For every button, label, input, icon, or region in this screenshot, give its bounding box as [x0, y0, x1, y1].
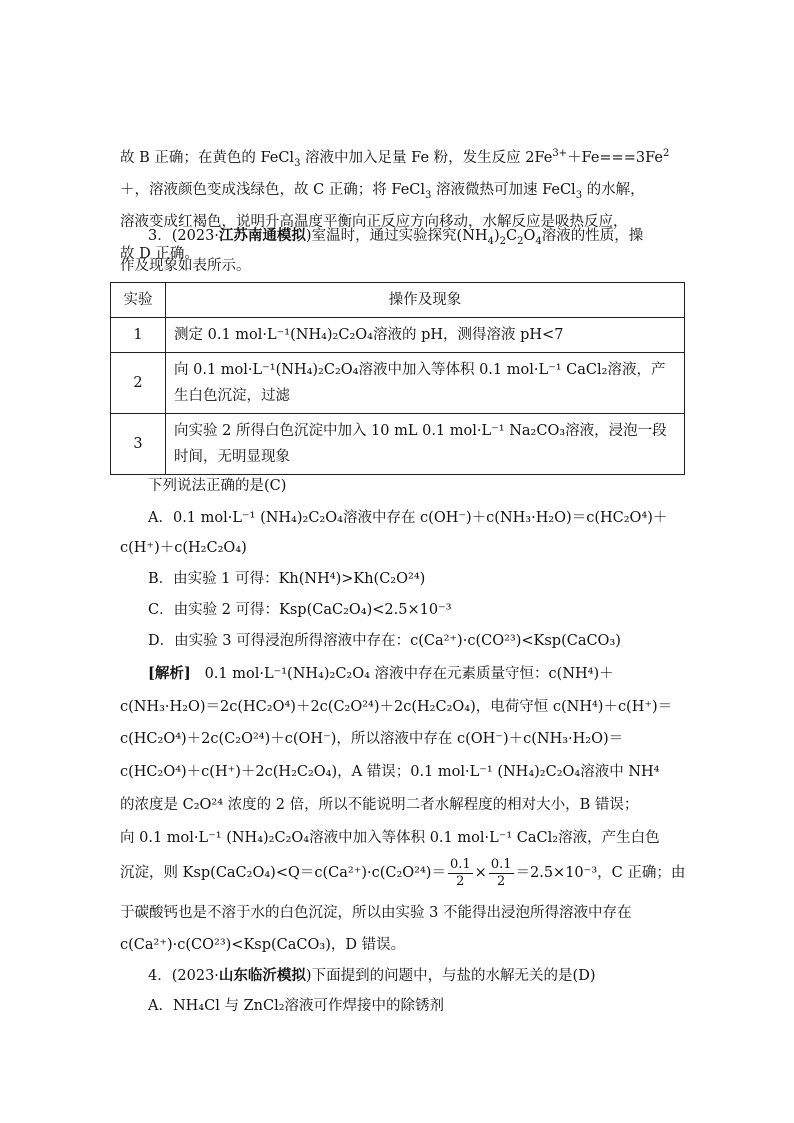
- table-row: [111, 414, 685, 475]
- q3-ask: 下列说法正确的是(C): [148, 478, 287, 494]
- q4-option-a: A．NH₄Cl 与 ZnCl₂溶液可作焊接中的除锈剂: [148, 998, 445, 1014]
- intro-line-1: 故 B 正确；在黄色的 FeCl$_3$ 溶液中加入足量 Fe 粉，发生反应 $2Fe^{3+}+Fe===3Fe^2$: [120, 148, 670, 169]
- table-header-operation: 操作及现象: [166, 283, 685, 318]
- table-cell-num: 2: [111, 353, 166, 414]
- table-cell-op: 向实验 2 所得白色沉淀中加入 10 mL 0.1 mol·L⁻¹ Na₂CO₃溶液，浸泡一段 时间，无明显现象: [166, 414, 685, 475]
- analysis-line-9: c(Ca²⁺)·c(CO²³)<Ksp(CaCO₃)，D 错误。: [120, 937, 406, 953]
- analysis-tag: [解析]: [148, 665, 191, 682]
- table-header-row: [111, 283, 685, 318]
- q3-option-d: D．由实验 3 可得浸泡所得溶液中存在：c(Ca²⁺)·c(CO²³)<Ksp(CaCO₃): [148, 633, 621, 649]
- q4-stem: 4．(2023·山东临沂模拟)下面提到的问题中，与盐的水解无关的是(D): [148, 967, 596, 984]
- table-row: [111, 318, 685, 353]
- q3-stem-line: 3．(2023·江苏南通模拟)室温时，通过实验探究$(NH_4)_2C_2O_4$溶液的性质，操: [148, 227, 644, 247]
- intro-line-4: 故 D 正确。: [120, 246, 199, 262]
- fraction-2: $\frac{0.1}{2}$: [490, 856, 512, 889]
- experiment-table: [110, 282, 685, 475]
- table-header-experiment: 实验: [111, 283, 166, 318]
- analysis-line-3: c(HC₂O⁴)＋2c(C₂O²⁴)＋c(OH⁻)，所以溶液中存在 c(OH⁻)＋c(NH₃·H₂O)＝: [120, 731, 624, 747]
- q3-option-b: B．由实验 1 可得：Kh(NH⁴)>Kh(C₂O²⁴): [148, 571, 426, 587]
- q3-option-c: C．由实验 2 可得：Ksp(CaC₂O₄)<2.5×10⁻³: [148, 602, 452, 618]
- q3-option-a-line-2: c(H⁺)＋c(H₂C₂O₄): [120, 540, 247, 556]
- q4-source: 山东临沂模拟: [218, 967, 306, 984]
- intro-line-2: ＋，溶液颜色变成浅绿色，故 C 正确；将 FeCl$_3$ 溶液微热可加速 FeCl$_3$ 的水解，: [120, 182, 645, 201]
- table-cell-op: 向 0.1 mol·L⁻¹(NH₄)₂C₂O₄溶液中加入等体积 0.1 mol·L⁻¹ CaCl₂溶液，产 生白色沉淀，过滤: [166, 353, 685, 414]
- table-row: [111, 353, 685, 414]
- analysis-line-1: [解析] 0.1 mol·L⁻¹(NH₄)₂C₂O₄ 溶液中存在元素质量守恒：c(NH⁴)＋: [148, 665, 614, 682]
- q3-source: 江苏南通模拟: [218, 227, 306, 244]
- table-cell-num: 1: [111, 318, 166, 353]
- analysis-line-7: 沉淀，则 Ksp(CaC₂O₄)<Q＝c(Ca²⁺)·c(C₂O²⁴)＝ $\frac{0.1}{2}$ × $\frac{0.1}{2}$ ＝2.5×10⁻³，C 正确；由: [120, 856, 686, 889]
- analysis-line-5: 的浓度是 C₂O²⁴ 浓度的 2 倍，所以不能说明二者水解程度的相对大小，B 错误；: [120, 797, 639, 813]
- analysis-line-8: 于碳酸钙也是不溶于水的白色沉淀，所以由实验 3 不能得出浸泡所得溶液中存在: [120, 905, 632, 921]
- analysis-line-4: c(HC₂O⁴)＋c(H⁺)＋2c(H₂C₂O₄)，A 错误；0.1 mol·L⁻¹ (NH₄)₂C₂O₄溶液中 NH⁴: [120, 764, 660, 780]
- table-cell-op: 测定 0.1 mol·L⁻¹(NH₄)₂C₂O₄溶液的 pH，测得溶液 pH<7: [166, 318, 685, 353]
- analysis-line-2: c(NH₃·H₂O)＝2c(HC₂O⁴)＋2c(C₂O²⁴)＋2c(H₂C₂O₄)，电荷守恒 c(NH⁴)＋c(H⁺)＝: [120, 699, 673, 715]
- fraction-1: $\frac{0.1}{2}$: [449, 856, 471, 889]
- analysis-line-6: 向 0.1 mol·L⁻¹ (NH₄)₂C₂O₄溶液中加入等体积 0.1 mol·L⁻¹ CaCl₂溶液，产生白色: [120, 830, 660, 846]
- table-cell-num: 3: [111, 414, 166, 475]
- q3-stem-line-2: 作及现象如表所示。: [120, 258, 251, 274]
- q3-option-a-line-1: A．0.1 mol·L⁻¹ (NH₄)₂C₂O₄溶液中存在 c(OH⁻)＋c(NH₃·H₂O)＝c(HC₂O⁴)＋: [148, 510, 668, 526]
- intro-line-3: 溶液变成红褐色，说明升高温度平衡向正反应方向移动，水解反应是吸热反应，: [120, 214, 628, 230]
